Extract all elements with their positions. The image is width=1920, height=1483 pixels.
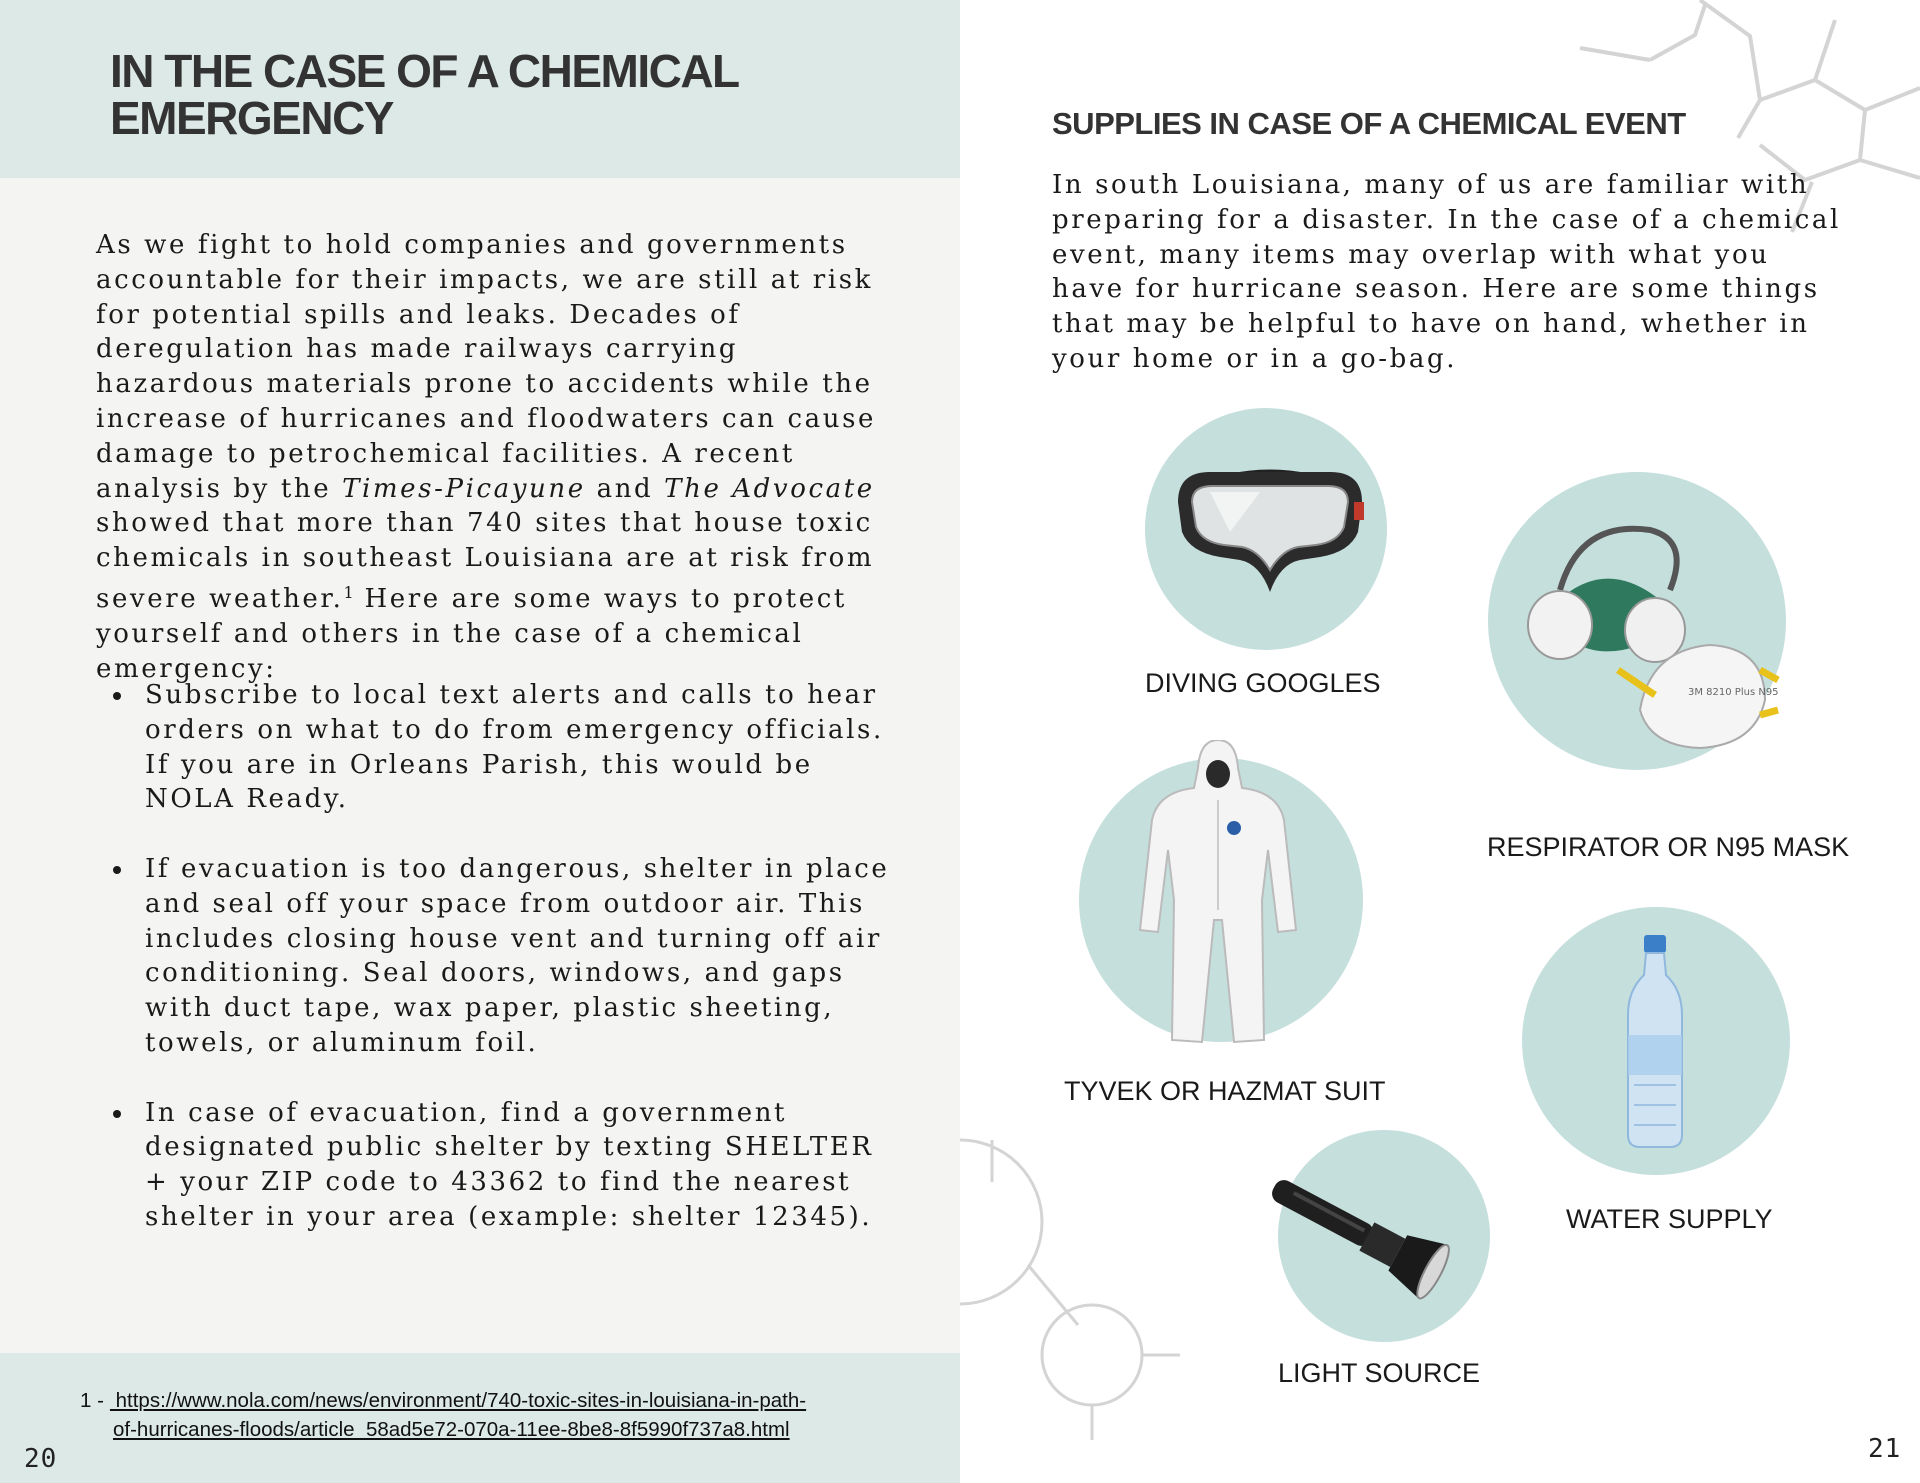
intro-text-1: As we fight to hold companies and governments accountable for their impacts, we are still at risk for potential spills and leaks. Decades of deregulation has made railways carrying hazardous materials prone to accidents while the increase of hurricanes and floodwaters can cause damage to petrochemical facilities. A recent analysis by the [96, 230, 877, 504]
caption-water-supply: WATER SUPPLY [1566, 1204, 1773, 1234]
source-the-advocate: The Advocate [664, 473, 875, 504]
footnote-number: 1 - [80, 1389, 104, 1412]
mask-print-text: 3M 8210 Plus N95 [1688, 687, 1779, 698]
caption-diving-goggles: DIVING GOOGLES [1145, 668, 1381, 698]
intro-text-2: showed that more than 740 sites that house toxic chemicals in southeast Louisiana are at risk from severe weather. [96, 508, 875, 614]
intro-paragraph [96, 228, 896, 686]
list-item [110, 852, 890, 1061]
list-item [110, 678, 890, 817]
page-title-line2: EMERGENCY [110, 92, 393, 144]
page-title-line1: IN THE CASE OF A CHEMICAL [110, 45, 739, 97]
supplies-title: SUPPLIES IN CASE OF A CHEMICAL EVENT [1052, 106, 1686, 141]
right-page [960, 0, 1920, 1483]
caption-respirator: RESPIRATOR OR N95 MASK [1487, 832, 1850, 862]
caption-light-source: LIGHT SOURCE [1278, 1358, 1481, 1388]
footnote-link-line1[interactable]: https://www.nola.com/news/environment/740-toxic-sites-in-louisiana-in-path- [109, 1389, 807, 1412]
caption-hazmat-suit: TYVEK OR HAZMAT SUIT [1064, 1076, 1386, 1106]
list-item [110, 1096, 890, 1235]
footnote-link-line2[interactable]: of-hurricanes-floods/article_58ad5e72-070a-11ee-8be8-8f5990f737a8.html [113, 1418, 790, 1441]
bullet-icon [113, 1110, 121, 1118]
bullet-icon [113, 866, 121, 874]
hazmat-suit-icon [1138, 740, 1298, 1050]
diving-goggles-icon [1170, 452, 1370, 602]
intro-and: and [585, 473, 665, 504]
page-title [110, 45, 739, 144]
list-item-text: In case of evacuation, find a government designated public shelter by texting SHELTER + your ZIP code to 43362 to find the nearest shelter in your area (example: shelter 12345). [145, 1097, 874, 1232]
footnote-reference[interactable]: 1 [343, 582, 354, 602]
supplies-intro: In south Louisiana, many of us are familiar with preparing for a disaster. In the case of a chemical event, many items may overlap with what you have for hurricane season. Here are some things that may be helpful to have on hand, whether in your home or in a go-bag. [1052, 170, 1841, 374]
page-number-left: 20 [24, 1444, 58, 1474]
intro-text-3: Here are some ways to protect yourself and others in the case of a chemical emergency: [96, 583, 847, 684]
water-bottle-icon [1620, 935, 1690, 1150]
footnote [80, 1386, 920, 1444]
list-item-text: If evacuation is too dangerous, shelter in place and seal off your space from outdoor air. This includes closing house vent and turning off air conditioning. Seal doors, windows, and gaps with duct tape, wax paper, plastic sheeting, towels, or aluminum foil. [145, 853, 890, 1058]
safety-tips-list [110, 678, 890, 1270]
source-times-picayune: Times-Picayune [342, 473, 586, 504]
respirator-mask-icon [1520, 520, 1780, 750]
bullet-icon [113, 692, 121, 700]
flashlight-icon [1262, 1170, 1462, 1300]
page-number-right: 21 [1868, 1434, 1902, 1464]
list-item-text: Subscribe to local text alerts and calls to hear orders on what to do from emergency officials. If you are in Orleans Parish, this would be NOLA Ready. [145, 680, 884, 815]
